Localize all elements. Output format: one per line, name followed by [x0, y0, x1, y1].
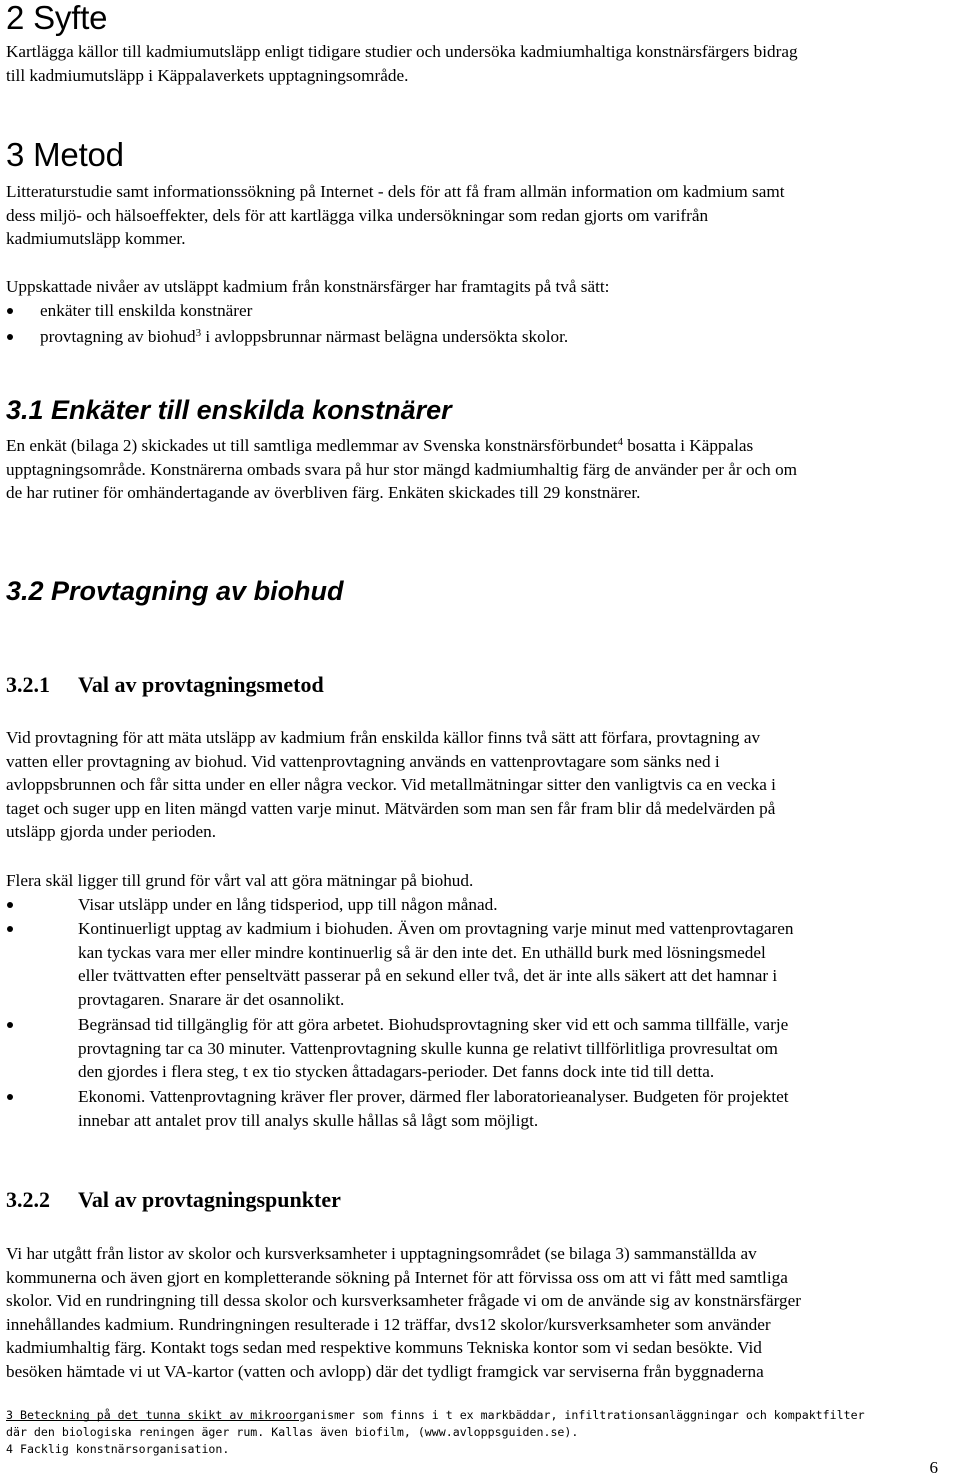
metod-intro-paragraph: [6, 180, 956, 251]
section-heading-metod: 3 Metod: [6, 136, 124, 173]
footnote: där den biologiska reningen äger rum. Kallas även biofilm, (www.avloppsguiden.se).: [6, 1425, 579, 1439]
section-heading-syfte: 2 Syfte: [6, 0, 108, 36]
footnote: 3 Beteckning på det tunna skikt av mikroorganismer som finns i t ex markbäddar, infiltrationsanläggningar och kompaktfilter: [6, 1408, 865, 1422]
text-line: Begränsad tid tillgänglig för att göra arbetet. Biohudsprovtagning sker vid ett och samma tillfälle, varje: [78, 1015, 789, 1034]
footnote-ref: 4: [617, 436, 623, 448]
text-line: besöken hämtade vi ut VA-kartor (vatten och avlopp) där det tydligt framgick var serviserna från byggnaderna: [6, 1361, 764, 1381]
text-line: innebar att antalet prov till analys skulle hållas så lågt som möjligt.: [78, 1110, 539, 1130]
text-line: eller tvättvatten efter penseltvätt passerar på en sekund eller två, det är inte alls säkert att det hamnar i: [78, 966, 778, 986]
text-line: kadmiumhaltig färg. Kontakt togs sedan med respektive kommuns Tekniska kontor som vi sedan besökte. Vid: [6, 1338, 762, 1358]
footnote: 4 Facklig konstnärsorganisation.: [6, 1442, 230, 1456]
text-line: Vi har utgått från listor av skolor och kursverksamheter i upptagningsområdet (se bilaga 3) sammanställda av: [6, 1244, 757, 1263]
section-heading-enkater: 3.1 Enkäter till enskilda konstnärer: [6, 395, 452, 425]
subsection-title: Val av provtagningspunkter: [78, 1187, 341, 1212]
subsection-heading-punkter: [6, 1187, 341, 1213]
text-line: Vid provtagning för att mäta utsläpp av kadmium från enskilda källor finns två sätt att förfara, provtagning av: [6, 728, 761, 747]
text-line: taget och suger upp en liten mängd vatten varje minut. Mätvärden som man sen får fram blir då medelvärden på: [6, 798, 776, 818]
text-line: kadmiumutsläpp kommer.: [6, 229, 186, 249]
text-line: bosatta i Käppalas: [627, 436, 754, 455]
text-line: kommunerna och även gjort en kompletterande sökning på Internet för att förvissa oss om att vi fått med samtliga: [6, 1267, 788, 1287]
footnote-ref: 3: [195, 327, 202, 339]
provtagningsmetod-paragraph: [6, 726, 956, 844]
syfte-paragraph: [6, 40, 956, 87]
text-line: till kadmiumutsläpp i Käppalaverkets upptagningsområde.: [6, 65, 409, 85]
text-line: den gjordes i flera steg, t ex tio stycken åttadagars-perioder. Det fanns dock inte tid till detta.: [78, 1062, 715, 1082]
text-line: utsläpp gjorda under perioden.: [6, 822, 217, 842]
text-line: En enkät (bilaga 2) skickades ut till samtliga medlemmar av Svenska konstnärsförbundet: [6, 436, 618, 455]
methods-intro-paragraph: Uppskattade nivåer av utsläppt kadmium från konstnärsfärger har framtagits på två sätt:: [6, 277, 610, 296]
text-line: dess miljö- och hälsoeffekter, dels för att kartlägga vilka undersökningar som redan gjorts om varifrån: [6, 205, 709, 225]
list-item-text: Visar utsläpp under en lång tidsperiod, upp till någon månad.: [78, 895, 498, 914]
text-line: skolor. Vid en rundringning till dessa skolor och kursverksamheter frågade vi om de använde sig av konstnärsfärger: [6, 1291, 801, 1311]
text-line: avloppsbrunnen och får sitta under en eller några veckor. Vid metallmätningar sitter den vanligtvis ca en vecka i: [6, 775, 776, 795]
text-line: Kontinuerligt upptag av kadmium i biohuden. Även om provtagning varje minut med vattenprovtagaren: [78, 919, 794, 938]
text-line: Kartlägga källor till kadmiumutsläpp enligt tidigare studier och undersöka kadmiumhaltiga konstnärsfärgers bidrag: [6, 42, 798, 61]
text-line: vatten eller provtagning av biohud. Vid vattenprovtagning används en vattenprovtagare som sänks ned i: [6, 751, 720, 771]
list-item-text: provtagning av biohud: [40, 327, 196, 346]
text-line: provtagaren. Snarare är det osannolikt.: [78, 989, 345, 1009]
section-heading-provtagning: 3.2 Provtagning av biohud: [6, 576, 344, 606]
text-line: kan tyckas vara mer eller mindre kontinuerlig så är den inte det. En uthälld burk med lösningsmedel: [78, 942, 766, 962]
subsection-number: 3.2.2: [6, 1187, 50, 1212]
subsection-heading-metod: [6, 672, 324, 698]
text-line: upptagningsområde. Konstnärerna ombads svara på hur stor mängd kadmiumhaltig färg de använder per år och om: [6, 459, 798, 479]
list-item-text: i avloppsbrunnar närmast belägna undersökta skolor.: [205, 327, 569, 346]
list-item-text: enkäter till enskilda konstnärer: [40, 301, 253, 320]
provtagningspunkter-paragraph: [6, 1242, 956, 1384]
enkater-paragraph: [6, 434, 956, 505]
text-line: Ekonomi. Vattenprovtagning kräver fler prover, därmed fler laboratorieanalyser. Budgeten för projektet: [78, 1087, 789, 1106]
text-line: innehållandes kadmium. Rundringningen resulterade i 12 träffar, dvs12 skolor/kursverksamheter som använder: [6, 1314, 771, 1334]
text-line: de har rutiner för omhändertagande av överbliven färg. Enkäten skickades till 29 konstnärer.: [6, 483, 641, 503]
subsection-number: 3.2.1: [6, 672, 50, 697]
subsection-title: Val av provtagningsmetod: [78, 672, 324, 697]
reasons-intro-paragraph: Flera skäl ligger till grund för vårt val att göra mätningar på biohud.: [6, 871, 474, 890]
text-line: provtagning tar ca 30 minuter. Vattenprovtagning skulle kunna ge relativt tillförlitliga provresultat om: [78, 1038, 778, 1058]
page-number: 6: [929, 1458, 938, 1477]
text-line: Litteraturstudie samt informationssökning på Internet - dels för att få fram allmän information om kadmium samt: [6, 182, 785, 201]
